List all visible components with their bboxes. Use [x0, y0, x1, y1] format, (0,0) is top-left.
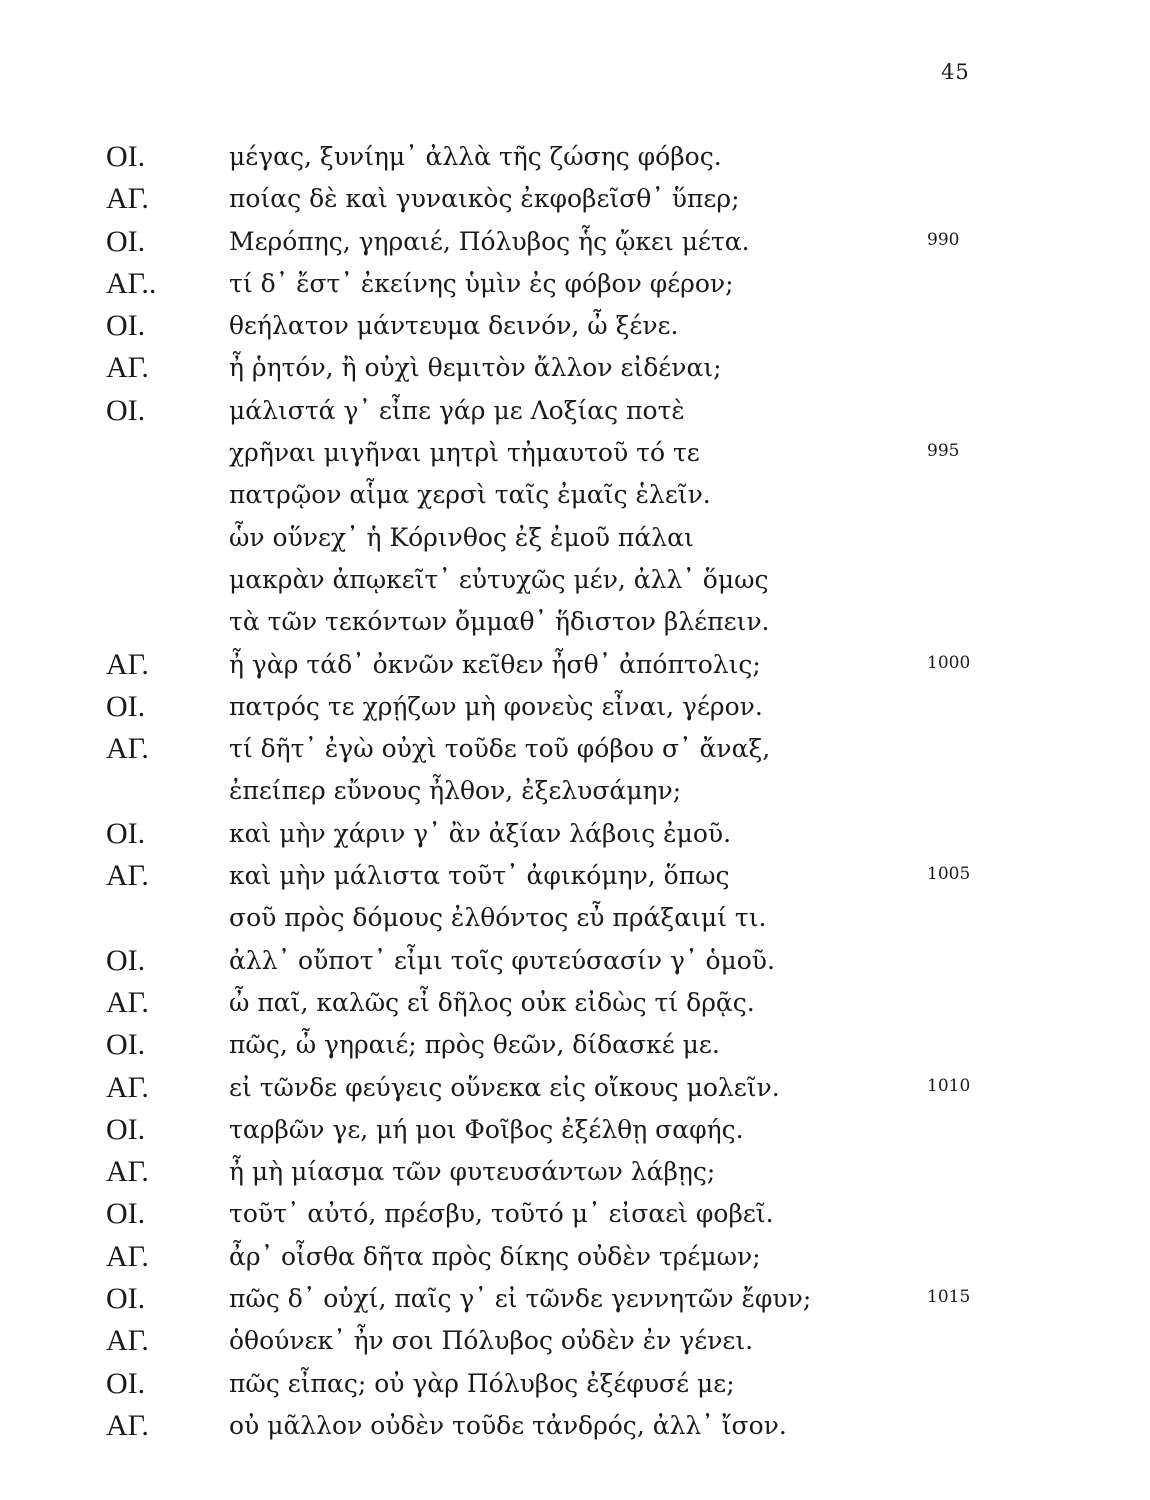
speaker-label: ΟΙ. [106, 224, 146, 258]
verse-text: ὁθούνεκ᾽ ἦν σοι Πόλυβος οὐδὲν ἐν γένει. [229, 1326, 754, 1356]
speaker-label: ΟΙ. [106, 309, 146, 343]
speaker-label: ΑΓ. [106, 1070, 149, 1104]
verse-text: πατρῷον αἷμα χερσὶ ταῖς ἐμαῖς ἑλεῖν. [229, 480, 711, 510]
verse-text: μάλιστά γ᾽ εἶπε γάρ με Λοξίας ποτὲ [229, 395, 685, 425]
verse-text: ἦ γὰρ τάδ᾽ ὀκνῶν κεῖθεν ἦσθ᾽ ἀπόπτολις; [229, 649, 761, 679]
verse-lines [0, 136, 1150, 1447]
verse-text: ἀλλ᾽ οὔποτ᾽ εἶμι τοῖς φυτεύσασίν γ᾽ ὁμοῦ. [229, 945, 775, 975]
verse-line [0, 644, 1150, 686]
speaker-label: ΟΙ. [106, 1197, 146, 1231]
verse-line [0, 897, 1150, 939]
speaker-label: ΑΓ. [106, 1408, 149, 1442]
verse-line [0, 1151, 1150, 1193]
speaker-label: ΟΙ. [106, 689, 146, 723]
line-number: 1005 [927, 864, 971, 885]
verse-line [0, 855, 1150, 897]
speaker-label: ΟΙ. [106, 393, 146, 427]
verse-line [0, 940, 1150, 982]
verse-line [0, 1067, 1150, 1109]
verse-text: τί δ᾽ ἔστ᾽ ἐκείνης ὑμὶν ἐς φόβον φέρον; [229, 268, 734, 298]
line-number: 1010 [927, 1075, 971, 1096]
speaker-label: ΑΓ. [106, 1239, 149, 1273]
speaker-label: ΟΙ. [106, 1366, 146, 1400]
verse-text: Μερόπης, γηραιέ, Πόλυβος ἧς ᾤκει μέτα. [229, 226, 750, 256]
verse-line [0, 347, 1150, 389]
verse-text: εἰ τῶνδε φεύγεις οὕνεκα εἰς οἴκους μολεῖν. [229, 1072, 780, 1102]
page-number: 45 [941, 60, 970, 84]
verse-text: ἆρ᾽ οἶσθα δῆτα πρὸς δίκης οὐδὲν τρέμων; [229, 1241, 761, 1271]
speaker-label: ΟΙ. [106, 943, 146, 977]
verse-text: τὰ τῶν τεκόντων ὄμμαθ᾽ ἥδιστον βλέπειν. [229, 607, 770, 637]
verse-line [0, 263, 1150, 305]
speaker-label: ΑΓ.. [106, 266, 157, 300]
verse-line [0, 1236, 1150, 1278]
speaker-label: ΑΓ. [106, 985, 149, 1019]
verse-line [0, 305, 1150, 347]
verse-text: μέγας, ξυνίημ᾽ ἀλλὰ τῆς ζώσης φόβος. [229, 142, 722, 171]
verse-text: ὧν οὕνεχ᾽ ἡ Κόρινθος ἐξ ἐμοῦ πάλαι [229, 522, 694, 552]
verse-text: καὶ μὴν μάλιστα τοῦτ᾽ ἀφικόμην, ὅπως [229, 861, 730, 891]
verse-text: ἐπείπερ εὔνους ἦλθον, ἐξελυσάμην; [229, 776, 682, 806]
verse-text: πῶς εἶπας; οὐ γὰρ Πόλυβος ἐξέφυσέ με; [229, 1368, 735, 1398]
verse-line [0, 178, 1150, 220]
speaker-label: ΑΓ. [106, 647, 149, 681]
verse-text: ἦ ῥητόν, ἢ οὐχὶ θεμιτὸν ἄλλον εἰδέναι; [229, 353, 722, 383]
speaker-label: ΑΓ. [106, 1155, 149, 1189]
verse-text: πατρός τε χρῄζων μὴ φονεὺς εἶναι, γέρον. [229, 691, 763, 721]
speaker-label: ΟΙ. [106, 1112, 146, 1146]
verse-text: ἦ μὴ μίασμα τῶν φυτευσάντων λάβῃς; [229, 1157, 716, 1187]
verse-text: χρῆναι μιγῆναι μητρὶ τἠμαυτοῦ τό τε [229, 438, 700, 468]
verse-line [0, 1278, 1150, 1320]
verse-line [0, 982, 1150, 1024]
verse-text: μακρὰν ἀπῳκεῖτ᾽ εὐτυχῶς μέν, ἀλλ᾽ ὅμως [229, 564, 769, 594]
line-number: 990 [927, 229, 960, 250]
verse-text: καὶ μὴν χάριν γ᾽ ἂν ἀξίαν λάβοις ἐμοῦ. [229, 818, 732, 848]
verse-text: ὦ παῖ, καλῶς εἶ δῆλος οὐκ εἰδὼς τί δρᾷς. [229, 987, 755, 1017]
verse-line [0, 136, 1150, 178]
speaker-label: ΑΓ. [106, 859, 149, 893]
verse-line [0, 390, 1150, 432]
line-number: 995 [927, 441, 960, 462]
verse-line [0, 221, 1150, 263]
verse-line [0, 1405, 1150, 1447]
verse-text: θεήλατον μάντευμα δεινόν, ὦ ξένε. [229, 311, 679, 341]
speaker-label: ΟΙ. [106, 1028, 146, 1062]
verse-line [0, 1320, 1150, 1362]
verse-line [0, 1024, 1150, 1066]
verse-text: τοῦτ᾽ αὐτό, πρέσβυ, τοῦτό μ᾽ εἰσαεὶ φοβεῖ. [229, 1199, 774, 1229]
verse-line [0, 559, 1150, 601]
verse-text: ποίας δὲ καὶ γυναικὸς ἐκφοβεῖσθ᾽ ὕπερ; [229, 184, 740, 214]
speaker-label: ΑΓ. [106, 182, 149, 216]
verse-line [0, 728, 1150, 770]
verse-line [0, 770, 1150, 812]
verse-text: τί δῆτ᾽ ἐγὼ οὐχὶ τοῦδε τοῦ φόβου σ᾽ ἄναξ, [229, 734, 771, 764]
speaker-label: ΟΙ. [106, 816, 146, 850]
speaker-label: ΑΓ. [106, 351, 149, 385]
verse-line [0, 474, 1150, 516]
verse-line [0, 1363, 1150, 1405]
speaker-label: ΑΓ. [106, 732, 149, 766]
verse-text: σοῦ πρὸς δόμους ἐλθόντος εὖ πράξαιμί τι. [229, 903, 767, 933]
verse-line [0, 432, 1150, 474]
verse-text: οὐ μᾶλλον οὐδὲν τοῦδε τἀνδρός, ἀλλ᾽ ἴσον. [229, 1410, 787, 1440]
verse-line [0, 517, 1150, 559]
verse-line [0, 1109, 1150, 1151]
speaker-label: ΟΙ. [106, 1282, 146, 1316]
verse-text: πῶς δ᾽ οὐχί, παῖς γ᾽ εἰ τῶνδε γεννητῶν ἔφυν; [229, 1284, 812, 1314]
verse-line [0, 813, 1150, 855]
verse-text: πῶς, ὦ γηραιέ; πρὸς θεῶν, δίδασκέ με. [229, 1030, 720, 1060]
verse-line [0, 1193, 1150, 1235]
speaker-label: ΟΙ. [106, 140, 146, 173]
line-number: 1000 [927, 652, 971, 673]
speaker-label: ΑΓ. [106, 1324, 149, 1358]
line-number: 1015 [927, 1287, 971, 1308]
verse-text: ταρβῶν γε, μή μοι Φοῖβος ἐξέλθῃ σαφής. [229, 1114, 744, 1144]
verse-line [0, 601, 1150, 643]
verse-line [0, 686, 1150, 728]
